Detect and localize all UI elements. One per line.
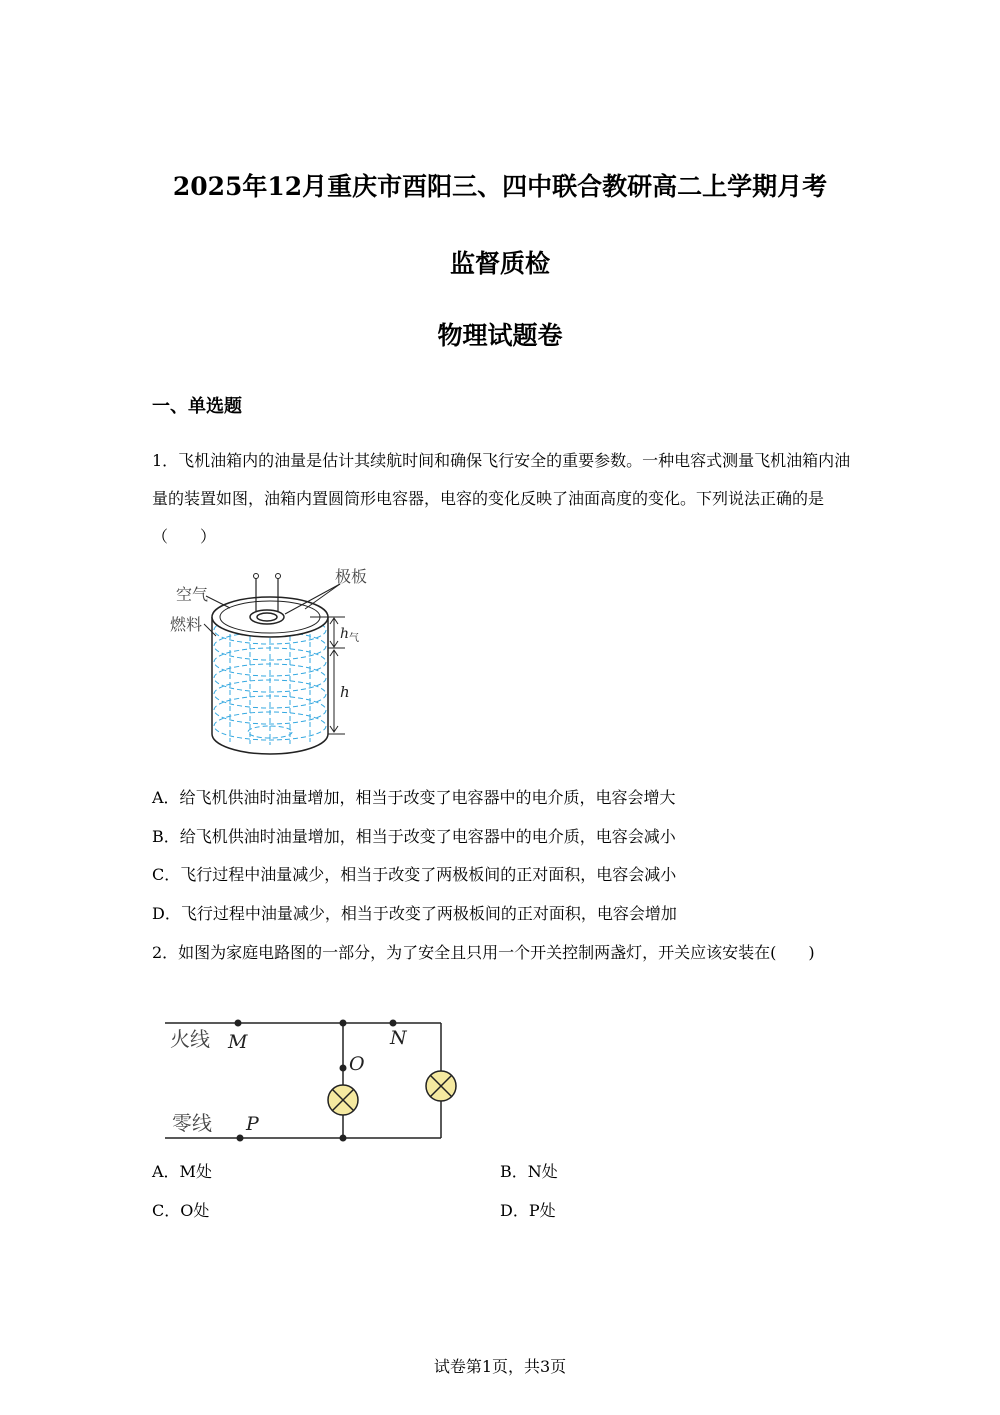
page-title-line1: 2025年12月重庆市酉阳三、四中联合教研高二上学期月考: [172, 172, 828, 201]
capacitor-tank-figure: [160, 562, 380, 774]
question-1-stem: 1．飞机油箱内的油量是估计其续航时间和确保飞行安全的重要参数。一种电容式测量飞机油箱内油量的装置如图，油箱内置圆筒形电容器，电容的变化反映了油面高度的变化。下列说法正确的是（ ）: [152, 451, 851, 546]
label-neutral-wire: 零线: [172, 1111, 212, 1135]
question-1-option-c[interactable]: C．飞行过程中油量减少，相当于改变了两极板间的正对面积，电容会减小: [152, 865, 677, 884]
page-subtitle: 物理试题卷: [437, 321, 563, 350]
household-circuit-figure: [160, 1010, 460, 1150]
question-2-option-b[interactable]: B．N处: [500, 1162, 558, 1181]
label-live-wire: 火线: [170, 1027, 210, 1051]
page-footer: 试卷第1页，共3页: [433, 1357, 567, 1376]
label-plate: 极板: [335, 567, 368, 586]
label-point-p: P: [246, 1113, 259, 1135]
question-2-option-d[interactable]: D．P处: [500, 1201, 556, 1220]
label-h-air: $h_气$: [340, 626, 360, 644]
label-fuel: 燃料: [170, 615, 203, 634]
question-2-stem: 2．如图为家庭电路图的一部分，为了安全且只用一个开关控制两盏灯，开关应该安装在( ): [152, 943, 815, 962]
section-heading-single-choice: 一、单选题: [152, 396, 242, 417]
label-point-n: N: [390, 1027, 407, 1049]
label-point-o: O: [349, 1053, 365, 1075]
page-title-line2: 监督质检: [449, 249, 550, 278]
question-1-option-d[interactable]: D．飞行过程中油量减少，相当于改变了两极板间的正对面积，电容会增加: [152, 904, 677, 923]
question-2-option-a[interactable]: A．M处: [152, 1162, 212, 1181]
question-1-option-b[interactable]: B．给飞机供油时油量增加，相当于改变了电容器中的电介质，电容会减小: [152, 827, 676, 846]
label-air: 空气: [176, 585, 209, 604]
label-point-m: M: [228, 1031, 248, 1053]
question-1-option-a[interactable]: A．给飞机供油时油量增加，相当于改变了电容器中的电介质，电容会增大: [152, 788, 676, 807]
label-h: h: [340, 683, 350, 701]
question-2-option-c[interactable]: C．O处: [152, 1201, 210, 1220]
